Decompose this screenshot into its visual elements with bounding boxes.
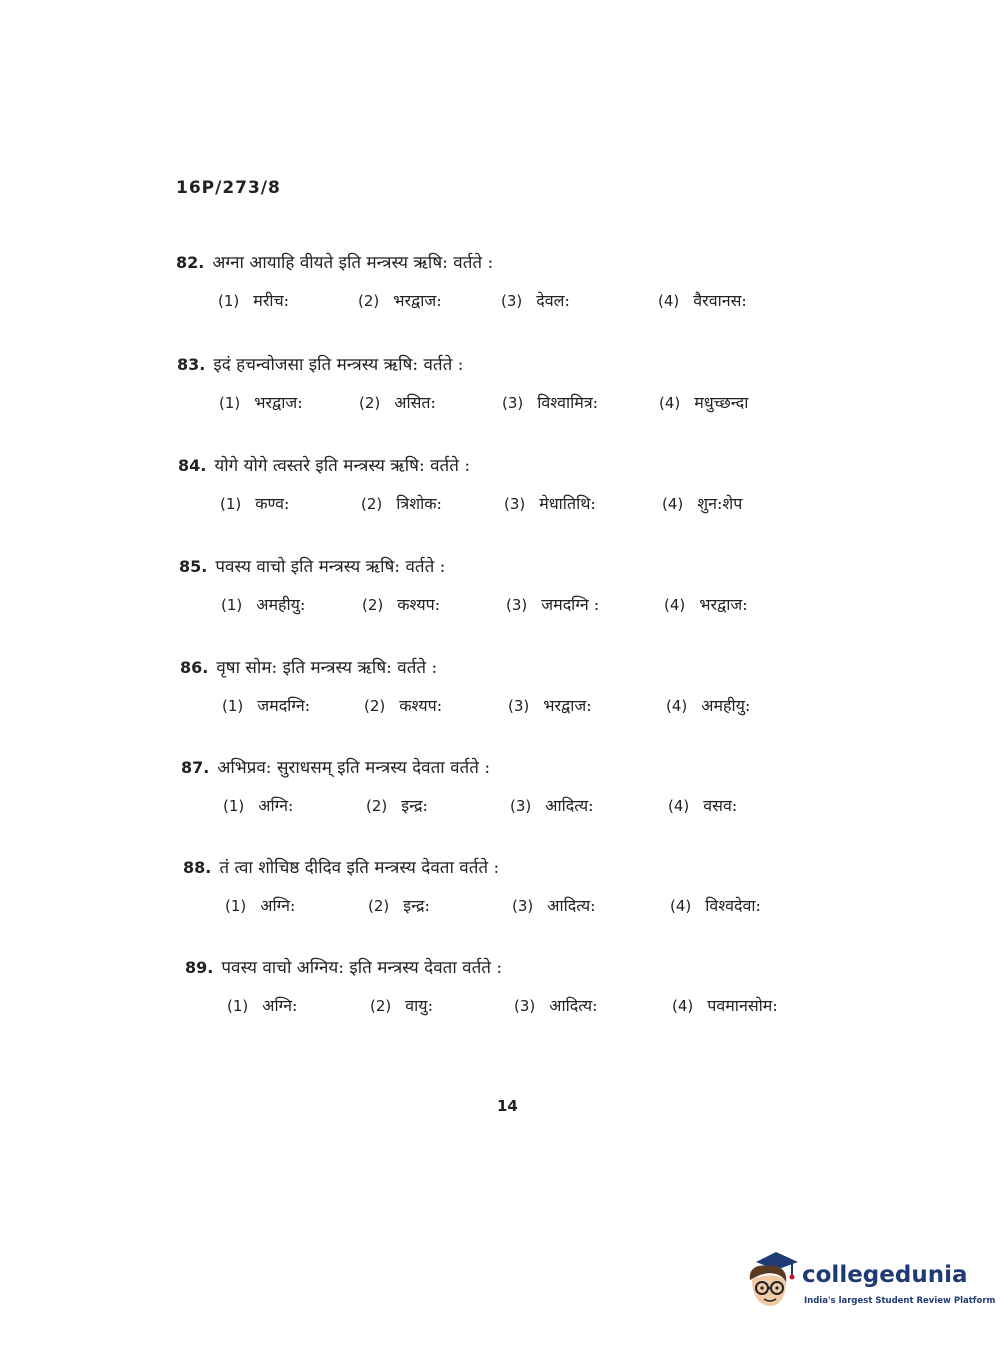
option-1: (1) भरद्वाज: (219, 393, 303, 412)
question-85 (179, 554, 879, 621)
question-82 (176, 250, 876, 317)
option-4: (4) वसव: (668, 796, 738, 815)
option-4: (4) वैरवानस: (658, 291, 747, 310)
question-number: 85. (179, 557, 208, 576)
question-83 (177, 352, 877, 419)
question-86 (180, 655, 880, 722)
question-number: 82. (176, 253, 205, 272)
question-text: पवस्य वाचो अग्निय: इति मन्त्रस्य देवता वर्तते : (221, 958, 503, 978)
question-number: 89. (185, 958, 214, 977)
question-text: इदं हचन्वोजसा इति मन्त्रस्य ऋषि: वर्तते : (213, 355, 464, 375)
option-list (181, 794, 881, 822)
option-2: (2) इन्द्र: (366, 796, 428, 815)
collegedunia-watermark (742, 1250, 996, 1320)
option-3: (3) भरद्वाज: (508, 696, 592, 715)
question-stem (179, 554, 879, 577)
option-1: (1) जमदग्नि: (222, 696, 311, 715)
option-4: (4) मधुच्छन्दा (659, 393, 749, 412)
question-87 (181, 755, 881, 822)
option-2: (2) इन्द्र: (368, 896, 430, 915)
question-stem (180, 655, 880, 678)
collegedunia-brand-name: collegedunia (802, 1262, 968, 1288)
question-84 (178, 453, 878, 520)
option-list (183, 894, 883, 922)
option-1: (1) अग्नि: (225, 896, 296, 915)
collegedunia-tagline: India's largest Student Review Platform (804, 1296, 996, 1306)
option-list (179, 593, 879, 621)
option-list (178, 492, 878, 520)
option-list (177, 391, 877, 419)
option-2: (2) भरद्वाज: (358, 291, 442, 310)
option-4: (4) पवमानसोम: (672, 996, 778, 1015)
option-list (185, 994, 885, 1022)
option-2: (2) असित: (359, 393, 436, 412)
question-stem (177, 352, 877, 375)
option-1: (1) अमहीयु: (221, 595, 306, 614)
question-stem (178, 453, 878, 476)
question-89 (185, 955, 885, 1022)
question-number: 83. (177, 355, 206, 374)
option-3: (3) विश्वामित्र: (502, 393, 599, 412)
option-4: (4) शुन:शेप (662, 494, 743, 513)
option-3: (3) जमदग्नि : (506, 595, 600, 614)
option-2: (2) त्रिशोक: (361, 494, 442, 513)
question-stem (185, 955, 885, 978)
collegedunia-mascot-icon (742, 1250, 800, 1312)
question-stem (183, 855, 883, 878)
option-4: (4) विश्वदेवा: (670, 896, 761, 915)
option-4: (4) अमहीयु: (666, 696, 751, 715)
question-text: वृषा सोम: इति मन्त्रस्य ऋषि: वर्तते : (216, 658, 438, 678)
question-stem (176, 250, 876, 273)
option-3: (3) मेधातिथि: (504, 494, 596, 513)
option-list (176, 289, 876, 317)
question-text: तं त्वा शोचिष्ठ दीदिव इति मन्त्रस्य देवता वर्तते : (219, 858, 500, 878)
question-number: 86. (180, 658, 209, 677)
option-2: (2) वायु: (370, 996, 433, 1015)
question-number: 87. (181, 758, 210, 777)
option-3: (3) आदित्य: (512, 896, 596, 915)
option-1: (1) अग्नि: (227, 996, 298, 1015)
option-list (180, 694, 880, 722)
question-number: 88. (183, 858, 212, 877)
question-stem (181, 755, 881, 778)
option-1: (1) अग्नि: (223, 796, 294, 815)
option-2: (2) कश्यप: (364, 696, 443, 715)
option-4: (4) भरद्वाज: (664, 595, 748, 614)
question-88 (183, 855, 883, 922)
question-text: अग्ना आयाहि वीयते इति मन्त्रस्य ऋषि: वर्तते : (212, 253, 494, 273)
question-text: पवस्य वाचो इति मन्त्रस्य ऋषि: वर्तते : (215, 557, 446, 577)
option-1: (1) कण्व: (220, 494, 290, 513)
page-number: 14 (497, 1097, 518, 1115)
option-1: (1) मरीच: (218, 291, 290, 310)
question-text: अभिप्रव: सुराधसम् इति मन्त्रस्य देवता वर्तते : (217, 758, 491, 778)
option-2: (2) कश्यप: (362, 595, 441, 614)
question-text: योगे योगे त्वस्तरे इति मन्त्रस्य ऋषि: वर्तते : (214, 456, 471, 476)
option-3: (3) देवल: (501, 291, 570, 310)
question-number: 84. (178, 456, 207, 475)
paper-code: 16P/273/8 (176, 178, 281, 198)
option-3: (3) आदित्य: (514, 996, 598, 1015)
option-3: (3) आदित्य: (510, 796, 594, 815)
